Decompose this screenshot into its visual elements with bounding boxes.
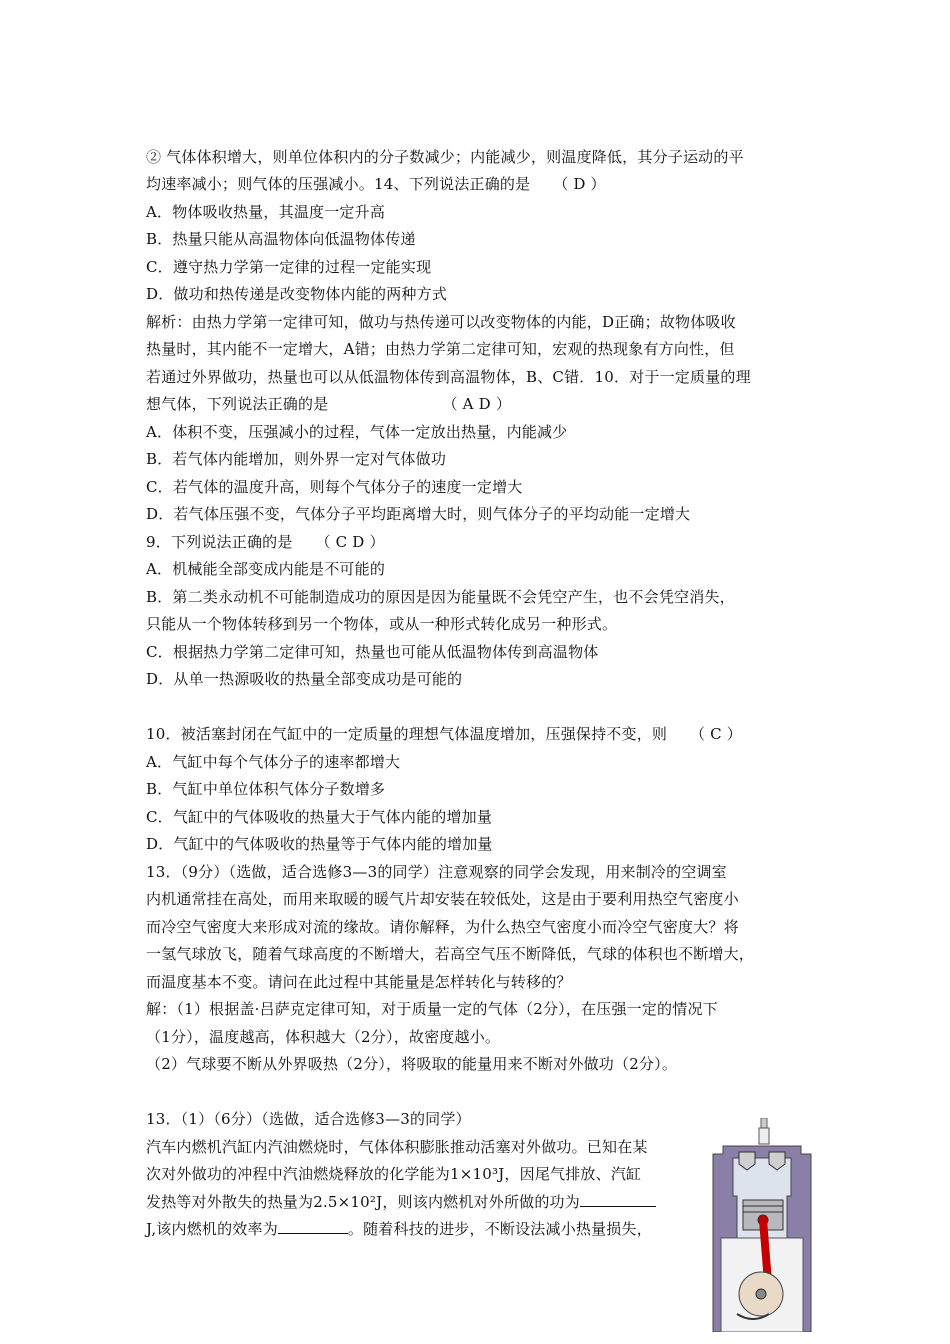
answer-line: （2）气球要不断从外界吸热（2分），将吸取的能量用来不断对外做功（2分）。 bbox=[146, 1055, 678, 1073]
text-segment: 。随着科技的进步，不断设法减小热量损失， bbox=[347, 1220, 652, 1238]
answer-line: 解：（1）根据盖·吕萨克定律可知，对于质量一定的气体（2分），在压强一定的情况下 bbox=[146, 1000, 718, 1018]
question-line: 13．（9分）（选做，适合选修3—3的同学）注意观察的同学会发现，用来制冷的空调室 bbox=[146, 863, 727, 881]
engine-cylinder-diagram bbox=[703, 1118, 821, 1332]
option-line: D．从单一热源吸收的热量全部变成功是可能的 bbox=[146, 670, 463, 688]
option-line: A．物体吸收热量，其温度一定升高 bbox=[146, 203, 386, 221]
option-line: C．若气体的温度升高，则每个气体分子的速度一定增大 bbox=[146, 478, 523, 496]
option-line: C．根据热力学第二定律可知，热量也可能从低温物体传到高温物体 bbox=[146, 643, 599, 661]
question-line: 10．被活塞封闭在气缸中的一定质量的理想气体温度增加，压强保持不变，则 （ C ） bbox=[146, 725, 743, 743]
text-line: 内机通常挂在高处，而用来取暖的暖气片却安装在较低处，这是由于要利用热空气密度小 bbox=[146, 890, 739, 908]
option-line: A．气缸中每个气体分子的速率都增大 bbox=[146, 753, 401, 771]
text-line: 解析：由热力学第一定律可知，做功与热传递可以改变物体的内能，D正确；故物体吸收 bbox=[146, 313, 736, 331]
option-line: B．若气体内能增加，则外界一定对气体做功 bbox=[146, 450, 447, 468]
option-line: D．若气体压强不变，气体分子平均距离增大时，则气体分子的平均动能一定增大 bbox=[146, 505, 691, 523]
option-line: C．气缸中的气体吸收的热量大于气体内能的增加量 bbox=[146, 808, 493, 826]
question-line: 9．下列说法正确的是 （ C D ） bbox=[146, 533, 385, 551]
text-line: ② 气体体积增大，则单位体积内的分子数减少；内能减少，则温度降低，其分子运动的平 bbox=[146, 148, 744, 166]
text-line: 汽车内燃机汽缸内汽油燃烧时，气体体积膨胀推动活塞对外做功。已知在某 bbox=[146, 1138, 648, 1156]
option-line: A．机械能全部变成内能是不可能的 bbox=[146, 560, 386, 578]
text-line: 热量时，其内能不一定增大，A错；由热力学第二定律可知，宏观的热现象有方向性，但 bbox=[146, 340, 735, 358]
text-segment: J,该内燃机的效率为 bbox=[146, 1220, 278, 1238]
answer-blank[interactable] bbox=[278, 1219, 348, 1234]
question-line: 13．（1）（6分）（选做，适合选修3—3的同学） bbox=[146, 1110, 471, 1128]
text-segment: 发热等对外散失的热量为2.5×10²J，则该内燃机对外所做的功为 bbox=[146, 1193, 580, 1211]
text-line bbox=[146, 1219, 652, 1239]
text-line: 想气体，下列说法正确的是 （ A D ） bbox=[146, 395, 512, 413]
text-line bbox=[146, 1192, 656, 1212]
option-line: C．遵守热力学第一定律的过程一定能实现 bbox=[146, 258, 432, 276]
text-line: 而冷空气密度大来形成对流的缘故。请你解释，为什么热空气密度小而冷空气密度大？将 bbox=[146, 918, 739, 936]
option-line: A．体积不变，压强减小的过程，气体一定放出热量，内能减少 bbox=[146, 423, 568, 441]
option-line: D．气缸中的气体吸收的热量等于气体内能的增加量 bbox=[146, 835, 493, 853]
answer-line: （1分），温度越高，体积越大（2分），故密度越小。 bbox=[146, 1028, 501, 1046]
answer-blank[interactable] bbox=[580, 1192, 656, 1207]
text-line: 若通过外界做功，热量也可以从低温物体传到高温物体，B、C错．10．对于一定质量的理 bbox=[146, 368, 751, 386]
option-line: D．做功和热传递是改变物体内能的两种方式 bbox=[146, 285, 448, 303]
option-line: B．热量只能从高温物体向低温物体传递 bbox=[146, 230, 416, 248]
option-line: 只能从一个物体转移到另一个物体，或从一种形式转化成另一种形式。 bbox=[146, 615, 618, 633]
option-line: B．第二类永动机不可能制造成功的原因是因为能量既不会凭空产生，也不会凭空消失， bbox=[146, 588, 735, 606]
text-line: 次对外做功的冲程中汽油燃烧释放的化学能为1×10³J，因尾气排放、汽缸 bbox=[146, 1165, 642, 1183]
text-line: 均速率减小；则气体的压强减小。14、下列说法正确的是 （ D ） bbox=[146, 175, 606, 193]
text-line: 而温度基本不变。请问在此过程中其能量是怎样转化与转移的？ bbox=[146, 973, 572, 991]
option-line: B．气缸中单位体积气体分子数增多 bbox=[146, 780, 386, 798]
text-line: 一氢气球放飞，随着气球高度的不断增大，若高空气压不断降低，气球的体积也不断增大， bbox=[146, 945, 755, 963]
